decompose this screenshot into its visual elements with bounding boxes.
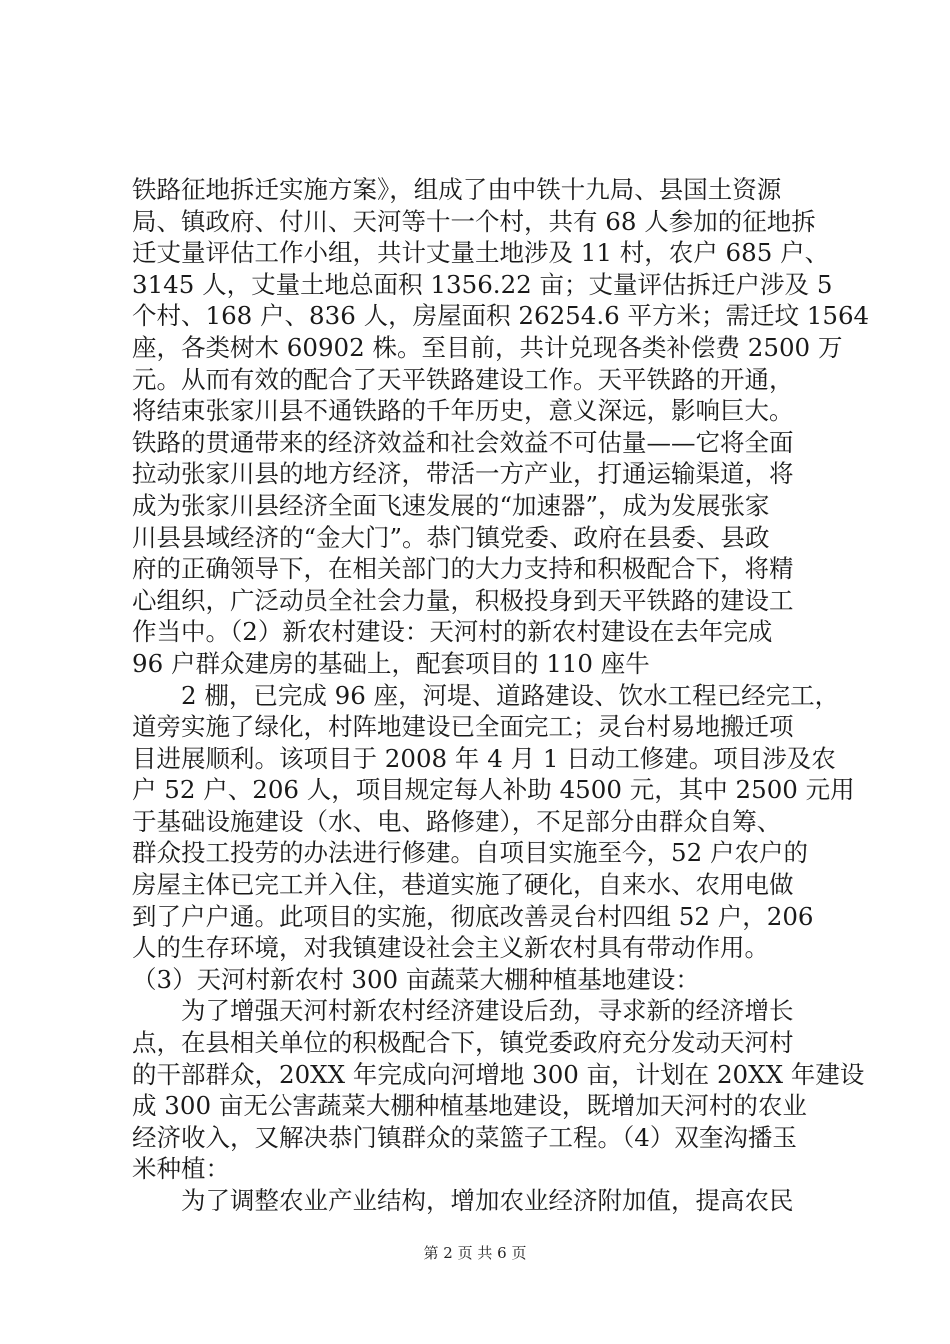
page-footer: 第 2 页 共 6 页 — [423, 1244, 527, 1262]
text-line: 点，在县相关单位的积极配合下，镇党委政府充分发动天河村 — [132, 1028, 794, 1058]
text-line: 3145 人，丈量土地总面积 1356.22 亩；丈量评估拆迁户涉及 5 — [132, 269, 833, 299]
text-line: 房屋主体已完工并入住，巷道实施了硬化，自来水、农用电做 — [132, 870, 794, 900]
text-line: 铁路的贯通带来的经济效益和社会效益不可估量——它将全面 — [132, 427, 794, 457]
text-line: 拉动张家川县的地方经济，带活一方产业，打通运输渠道，将 — [132, 459, 794, 489]
text-line: 目进展顺利。该项目于 2008 年 4 月 1 日动工修建。项目涉及农 — [132, 743, 836, 773]
text-line: 2 棚，已完成 96 座，河堤、道路建设、饮水工程已经完工， — [181, 680, 840, 710]
text-line: 为了调整农业产业结构，增加农业经济附加值，提高农民 — [181, 1186, 794, 1215]
text-line: 迁丈量评估工作小组，共计丈量土地涉及 11 村，农户 685 户、 — [132, 238, 830, 268]
text-line: 成为张家川县经济全面飞速发展的“加速器”，成为发展张家 — [132, 490, 770, 520]
text-line: 个村、168 户、836 人，房屋面积 26254.6 平方米；需迁坟 1564 — [132, 301, 870, 331]
text-line: （3）天河村新农村 300 亩蔬菜大棚种植基地建设： — [132, 964, 700, 994]
text-line: 局、镇政府、付川、天河等十一个村，共有 68 人参加的征地拆 — [132, 206, 816, 236]
text-line: 人的生存环境，对我镇建设社会主义新农村具有带动作用。 — [132, 933, 769, 963]
text-line: 成 300 亩无公害蔬菜大棚种植基地建设，既增加天河村的农业 — [132, 1091, 807, 1121]
text-line: 座，各类树木 60902 株。至目前，共计兑现各类补偿费 2500 万 — [132, 332, 843, 362]
text-line: 户 52 户、206 人，项目规定每人补助 4500 元，其中 2500 元用 — [132, 775, 855, 805]
text-line: 道旁实施了绿化，村阵地建设已全面完工；灵台村易地搬迁项 — [132, 712, 794, 742]
text-line: 经济收入，又解决恭门镇群众的菜篮子工程。（4）双奎沟播玉 — [132, 1122, 797, 1152]
text-line: 元。从而有效的配合了天平铁路建设工作。天平铁路的开通， — [132, 364, 794, 394]
text-line: 96 户群众建房的基础上，配套项目的 110 座牛 — [132, 648, 650, 678]
text-line: 作当中。（2）新农村建设：天河村的新农村建设在去年完成 — [132, 617, 773, 647]
text-line: 府的正确领导下，在相关部门的大力支持和积极配合下，将精 — [132, 554, 794, 584]
text-line: 群众投工投劳的办法进行修建。自项目实施至今，52 户农户的 — [132, 838, 808, 868]
text-line: 心组织，广泛动员全社会力量，积极投身到天平铁路的建设工 — [132, 585, 794, 615]
text-line: 将结束张家川县不通铁路的千年历史，意义深远，影响巨大。 — [132, 396, 794, 426]
text-line: 川县县域经济的“金大门”。恭门镇党委、政府在县委、县政 — [132, 522, 770, 552]
text-line: 于基础设施建设（水、电、路修建），不足部分由群众自筹、 — [132, 806, 782, 836]
text-line: 到了户户通。此项目的实施，彻底改善灵台村四组 52 户，206 — [132, 901, 814, 931]
text-line: 米种植： — [132, 1154, 230, 1184]
text-line: 为了增强天河村新农村经济建设后劲，寻求新的经济增长 — [181, 996, 794, 1026]
body-text — [132, 174, 870, 1217]
text-line: 的干部群众，20XX 年完成向河增地 300 亩，计划在 20XX 年建设 — [132, 1059, 865, 1089]
text-line: 铁路征地拆迁实施方案》，组成了由中铁十九局、县国土资源 — [132, 175, 782, 204]
